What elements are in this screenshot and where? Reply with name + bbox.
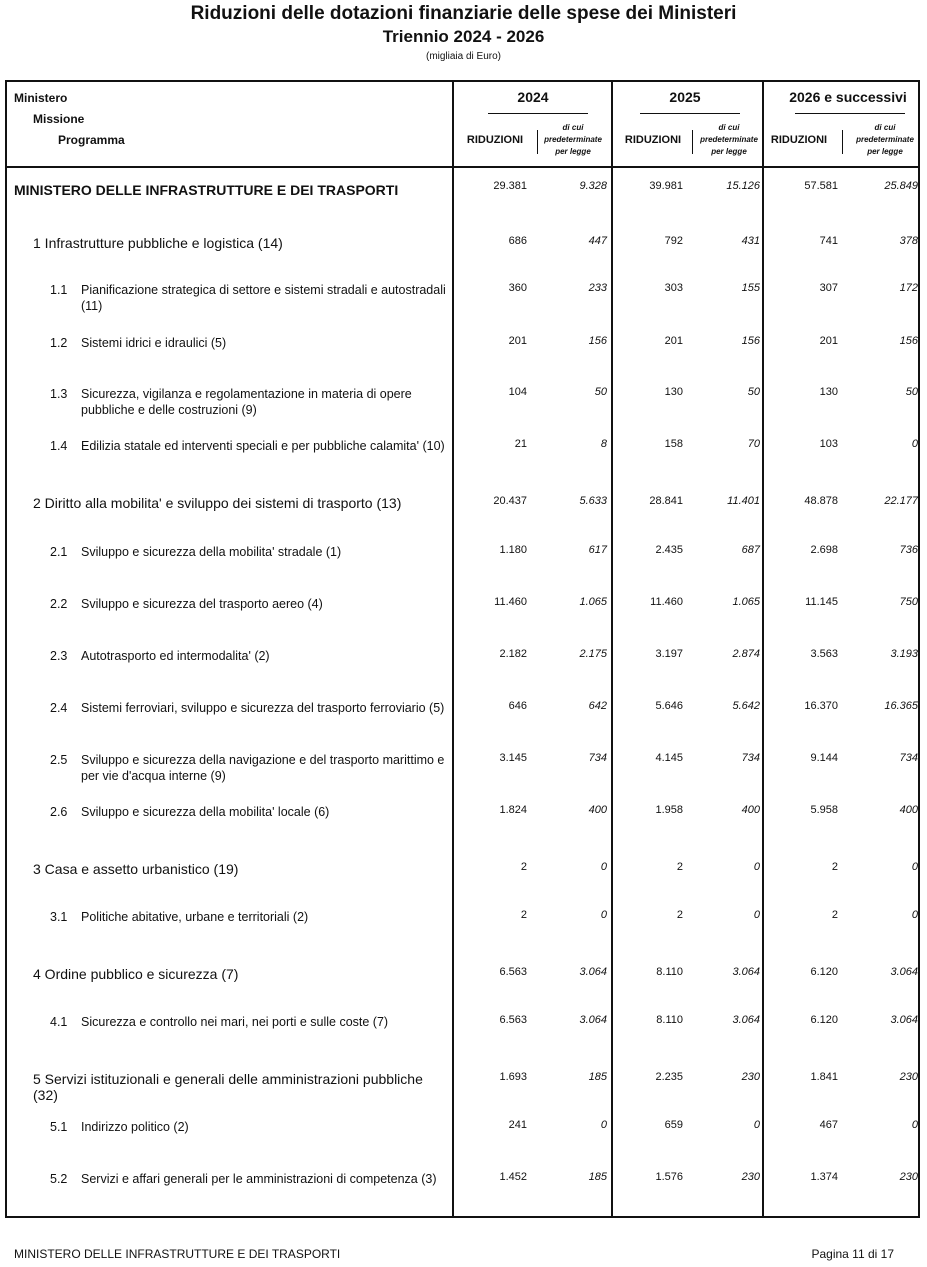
value-cell-predeterminate: 15.126 <box>726 180 760 192</box>
value-cell-riduzioni: 1.180 <box>499 544 527 556</box>
header-year-2026: 2026 e successivi <box>789 89 907 105</box>
mission-row-label: 2 Diritto alla mobilita' e sviluppo dei sistemi di trasporto (13) <box>33 495 402 511</box>
value-cell-predeterminate: 1.065 <box>732 596 760 608</box>
value-cell-predeterminate: 9.328 <box>579 180 607 192</box>
value-cell-predeterminate: 0 <box>600 909 607 921</box>
value-cell-riduzioni: 2 <box>520 909 527 921</box>
value-cell-predeterminate: 5.633 <box>579 495 607 507</box>
value-cell-riduzioni: 6.563 <box>499 966 527 978</box>
value-cell-predeterminate: 0 <box>911 909 918 921</box>
value-cell-predeterminate: 155 <box>741 282 760 294</box>
value-cell-predeterminate: 0 <box>753 861 760 873</box>
program-title: Sistemi idrici e idraulici (5) <box>81 336 227 350</box>
value-cell-predeterminate: 50 <box>747 386 760 398</box>
program-number: 2.1 <box>50 545 68 559</box>
program-title: Sviluppo e sicurezza del trasporto aereo (4) <box>81 597 323 611</box>
value-cell-riduzioni: 39.981 <box>649 180 683 192</box>
report-subtitle: Triennio 2024 - 2026 <box>382 27 545 46</box>
value-cell-riduzioni: 8.110 <box>656 966 683 978</box>
value-cell-predeterminate: 734 <box>899 752 918 764</box>
program-title: Politiche abitative, urbane e territoriali (2) <box>81 910 309 924</box>
header-underline-2026 <box>795 113 905 114</box>
program-number: 2.6 <box>50 805 68 819</box>
value-cell-predeterminate: 3.064 <box>890 966 918 978</box>
program-title: Edilizia statale ed interventi speciali e per pubbliche calamita' (10) <box>81 439 445 453</box>
value-cell-riduzioni: 6.563 <box>499 1014 527 1026</box>
value-cell-predeterminate: 0 <box>911 1119 918 1131</box>
column-divider-2026 <box>762 80 764 1218</box>
value-cell-predeterminate: 25.849 <box>884 180 918 192</box>
value-cell-riduzioni: 2 <box>831 909 838 921</box>
footer-page-number: Pagina 11 di 17 <box>811 1247 894 1261</box>
program-title: Sicurezza e controllo nei mari, nei porti e sulle coste (7) <box>81 1015 389 1029</box>
value-cell-predeterminate: 3.064 <box>732 966 760 978</box>
mission-row-label: 4 Ordine pubblico e sicurezza (7) <box>33 966 239 982</box>
header-underline-2024 <box>488 113 588 114</box>
value-cell-riduzioni: 1.824 <box>499 804 527 816</box>
value-cell-riduzioni: 104 <box>508 386 527 398</box>
value-cell-predeterminate: 378 <box>899 235 918 247</box>
ministry-row-label: MINISTERO DELLE INFRASTRUTTURE E DEI TRASPORTI <box>14 182 399 198</box>
value-cell-predeterminate: 3.064 <box>579 1014 607 1026</box>
value-cell-riduzioni: 2.235 <box>655 1071 683 1083</box>
mission-row-label: 1 Infrastrutture pubbliche e logistica (14) <box>33 235 283 251</box>
value-cell-riduzioni: 9.144 <box>810 752 838 764</box>
value-cell-riduzioni: 11.460 <box>650 596 683 608</box>
header-separator-2026 <box>842 130 843 154</box>
program-title: Sviluppo e sicurezza della navigazione e del trasporto marittimo e per vie d'acqua interne (9) <box>81 753 445 783</box>
value-cell-riduzioni: 3.563 <box>810 648 838 660</box>
value-cell-riduzioni: 686 <box>508 235 527 247</box>
value-cell-predeterminate: 172 <box>899 282 918 294</box>
value-cell-riduzioni: 1.452 <box>499 1171 527 1183</box>
header-year-2025: 2025 <box>669 89 701 105</box>
value-cell-predeterminate: 2.175 <box>579 648 607 660</box>
value-cell-riduzioni: 48.878 <box>804 495 838 507</box>
program-number: 1.3 <box>50 387 68 401</box>
value-cell-predeterminate: 230 <box>741 1171 760 1183</box>
value-cell-riduzioni: 103 <box>819 438 838 450</box>
header-riduzioni-2025: RIDUZIONI <box>624 134 682 146</box>
program-number: 4.1 <box>50 1015 68 1029</box>
value-cell-predeterminate: 156 <box>741 335 760 347</box>
header-dicui-2024 <box>538 122 608 158</box>
value-cell-riduzioni: 6.120 <box>810 966 838 978</box>
header-year-2024: 2024 <box>517 89 549 105</box>
value-cell-predeterminate: 642 <box>588 700 607 712</box>
header-dicui-line2: predeterminate <box>700 135 758 144</box>
value-cell-predeterminate: 156 <box>899 335 918 347</box>
header-dicui-line3: per legge <box>711 147 747 156</box>
value-cell-riduzioni: 241 <box>508 1119 527 1131</box>
value-cell-predeterminate: 185 <box>588 1071 607 1083</box>
program-title: Sicurezza, vigilanza e regolamentazione in materia di opere pubbliche e delle costruzioni (9) <box>81 387 412 417</box>
value-cell-predeterminate: 400 <box>741 804 760 816</box>
value-cell-riduzioni: 2.435 <box>655 544 683 556</box>
value-cell-riduzioni: 57.581 <box>804 180 838 192</box>
value-cell-predeterminate: 230 <box>899 1071 918 1083</box>
value-cell-predeterminate: 447 <box>588 235 607 247</box>
value-cell-predeterminate: 230 <box>741 1071 760 1083</box>
value-cell-riduzioni: 21 <box>514 438 527 450</box>
value-cell-predeterminate: 0 <box>600 861 607 873</box>
value-cell-predeterminate: 617 <box>588 544 607 556</box>
value-cell-riduzioni: 8.110 <box>656 1014 683 1026</box>
program-title: Autotrasporto ed intermodalita' (2) <box>81 649 270 663</box>
header-dicui-line1: di cui <box>874 123 896 132</box>
value-cell-predeterminate: 0 <box>911 861 918 873</box>
header-dicui-line3: per legge <box>867 147 903 156</box>
value-cell-riduzioni: 303 <box>664 282 683 294</box>
program-number: 2.4 <box>50 701 68 715</box>
mission-row-label: 5 Servizi istituzionali e generali delle amministrazioni pubbliche (32) <box>33 1071 423 1103</box>
value-cell-predeterminate: 734 <box>741 752 760 764</box>
value-cell-riduzioni: 1.958 <box>655 804 683 816</box>
value-cell-riduzioni: 2.182 <box>499 648 527 660</box>
program-number: 1.4 <box>50 439 68 453</box>
value-cell-predeterminate: 230 <box>899 1171 918 1183</box>
value-cell-predeterminate: 50 <box>594 386 607 398</box>
program-title: Sviluppo e sicurezza della mobilita' stradale (1) <box>81 545 342 559</box>
value-cell-predeterminate: 400 <box>588 804 607 816</box>
value-cell-riduzioni: 1.841 <box>810 1071 838 1083</box>
value-cell-riduzioni: 360 <box>508 282 527 294</box>
value-cell-riduzioni: 6.120 <box>810 1014 838 1026</box>
value-cell-predeterminate: 0 <box>753 909 760 921</box>
program-number: 5.1 <box>50 1120 68 1134</box>
value-cell-riduzioni: 2 <box>831 861 838 873</box>
value-cell-riduzioni: 201 <box>819 335 838 347</box>
value-cell-riduzioni: 158 <box>664 438 683 450</box>
value-cell-predeterminate: 0 <box>600 1119 607 1131</box>
value-cell-riduzioni: 201 <box>664 335 683 347</box>
value-cell-riduzioni: 1.576 <box>655 1171 683 1183</box>
header-dicui-line2: predeterminate <box>856 135 914 144</box>
program-number: 2.3 <box>50 649 68 663</box>
value-cell-predeterminate: 1.065 <box>579 596 607 608</box>
header-separator-2025 <box>692 130 693 154</box>
program-number: 1.1 <box>50 283 68 297</box>
value-cell-predeterminate: 3.064 <box>579 966 607 978</box>
value-cell-predeterminate: 2.874 <box>732 648 760 660</box>
value-cell-predeterminate: 156 <box>588 335 607 347</box>
report-unit: (migliaia di Euro) <box>425 51 502 62</box>
value-cell-riduzioni: 741 <box>819 235 838 247</box>
header-dicui-2026 <box>850 122 920 158</box>
program-title: Sviluppo e sicurezza della mobilita' locale (6) <box>81 805 330 819</box>
value-cell-predeterminate: 8 <box>600 438 607 450</box>
value-cell-riduzioni: 130 <box>819 386 838 398</box>
header-divider <box>5 166 920 168</box>
value-cell-predeterminate: 3.064 <box>732 1014 760 1026</box>
value-cell-predeterminate: 5.642 <box>732 700 760 712</box>
value-cell-predeterminate: 3.064 <box>890 1014 918 1026</box>
header-dicui-line1: di cui <box>718 123 740 132</box>
value-cell-predeterminate: 70 <box>747 438 760 450</box>
value-cell-predeterminate: 0 <box>753 1119 760 1131</box>
value-cell-riduzioni: 2 <box>676 861 683 873</box>
value-cell-predeterminate: 687 <box>741 544 760 556</box>
value-cell-riduzioni: 659 <box>664 1119 683 1131</box>
value-cell-riduzioni: 29.381 <box>493 180 527 192</box>
value-cell-riduzioni: 20.437 <box>493 495 527 507</box>
value-cell-riduzioni: 2.698 <box>810 544 838 556</box>
value-cell-riduzioni: 1.374 <box>810 1171 838 1183</box>
value-cell-riduzioni: 5.958 <box>810 804 838 816</box>
value-cell-predeterminate: 50 <box>905 386 918 398</box>
value-cell-predeterminate: 185 <box>588 1171 607 1183</box>
program-title: Servizi e affari generali per le amministrazioni di competenza (3) <box>81 1172 437 1186</box>
value-cell-predeterminate: 400 <box>899 804 918 816</box>
value-cell-predeterminate: 734 <box>588 752 607 764</box>
value-cell-predeterminate: 431 <box>741 235 760 247</box>
program-number: 3.1 <box>50 910 68 924</box>
header-dicui-line3: per legge <box>555 147 591 156</box>
header-underline-2025 <box>640 113 740 114</box>
program-number: 2.5 <box>50 753 68 767</box>
value-cell-predeterminate: 233 <box>588 282 607 294</box>
program-title: Sistemi ferroviari, sviluppo e sicurezza del trasporto ferroviario (5) <box>81 701 445 715</box>
value-cell-riduzioni: 792 <box>664 235 683 247</box>
program-title: Pianificazione strategica di settore e sistemi stradali e autostradali (11) <box>81 283 446 313</box>
program-title: Indirizzo politico (2) <box>81 1120 189 1134</box>
value-cell-riduzioni: 11.145 <box>805 596 838 608</box>
value-cell-riduzioni: 467 <box>819 1119 838 1131</box>
value-cell-predeterminate: 736 <box>899 544 918 556</box>
value-cell-predeterminate: 16.365 <box>884 700 918 712</box>
value-cell-riduzioni: 307 <box>819 282 838 294</box>
value-cell-riduzioni: 4.145 <box>655 752 683 764</box>
value-cell-predeterminate: 750 <box>899 596 918 608</box>
header-dicui-line1: di cui <box>562 123 584 132</box>
report-title: Riduzioni delle dotazioni finanziarie delle spese dei Ministeri <box>190 3 737 24</box>
header-missione: Missione <box>33 112 85 126</box>
value-cell-riduzioni: 130 <box>664 386 683 398</box>
value-cell-riduzioni: 2 <box>676 909 683 921</box>
program-number: 2.2 <box>50 597 68 611</box>
header-riduzioni-2026: RIDUZIONI <box>770 134 828 146</box>
program-number: 5.2 <box>50 1172 68 1186</box>
header-dicui-2025 <box>694 122 764 158</box>
column-divider-2024 <box>452 80 454 1218</box>
header-riduzioni-2024: RIDUZIONI <box>466 134 524 146</box>
value-cell-riduzioni: 201 <box>508 335 527 347</box>
header-dicui-line2: predeterminate <box>544 135 602 144</box>
footer-ministry: MINISTERO DELLE INFRASTRUTTURE E DEI TRASPORTI <box>14 1247 341 1261</box>
value-cell-riduzioni: 1.693 <box>499 1071 527 1083</box>
value-cell-riduzioni: 16.370 <box>804 700 838 712</box>
value-cell-predeterminate: 3.193 <box>890 648 918 660</box>
value-cell-riduzioni: 646 <box>508 700 527 712</box>
header-programma: Programma <box>58 133 125 147</box>
value-cell-riduzioni: 5.646 <box>655 700 683 712</box>
value-cell-riduzioni: 28.841 <box>649 495 683 507</box>
program-number: 1.2 <box>50 336 68 350</box>
header-ministero: Ministero <box>14 91 68 105</box>
value-cell-predeterminate: 0 <box>911 438 918 450</box>
value-cell-riduzioni: 11.460 <box>494 596 527 608</box>
value-cell-predeterminate: 11.401 <box>727 495 760 507</box>
mission-row-label: 3 Casa e assetto urbanistico (19) <box>33 861 239 877</box>
value-cell-predeterminate: 22.177 <box>884 495 918 507</box>
value-cell-riduzioni: 3.197 <box>655 648 683 660</box>
value-cell-riduzioni: 2 <box>520 861 527 873</box>
value-cell-riduzioni: 3.145 <box>499 752 527 764</box>
